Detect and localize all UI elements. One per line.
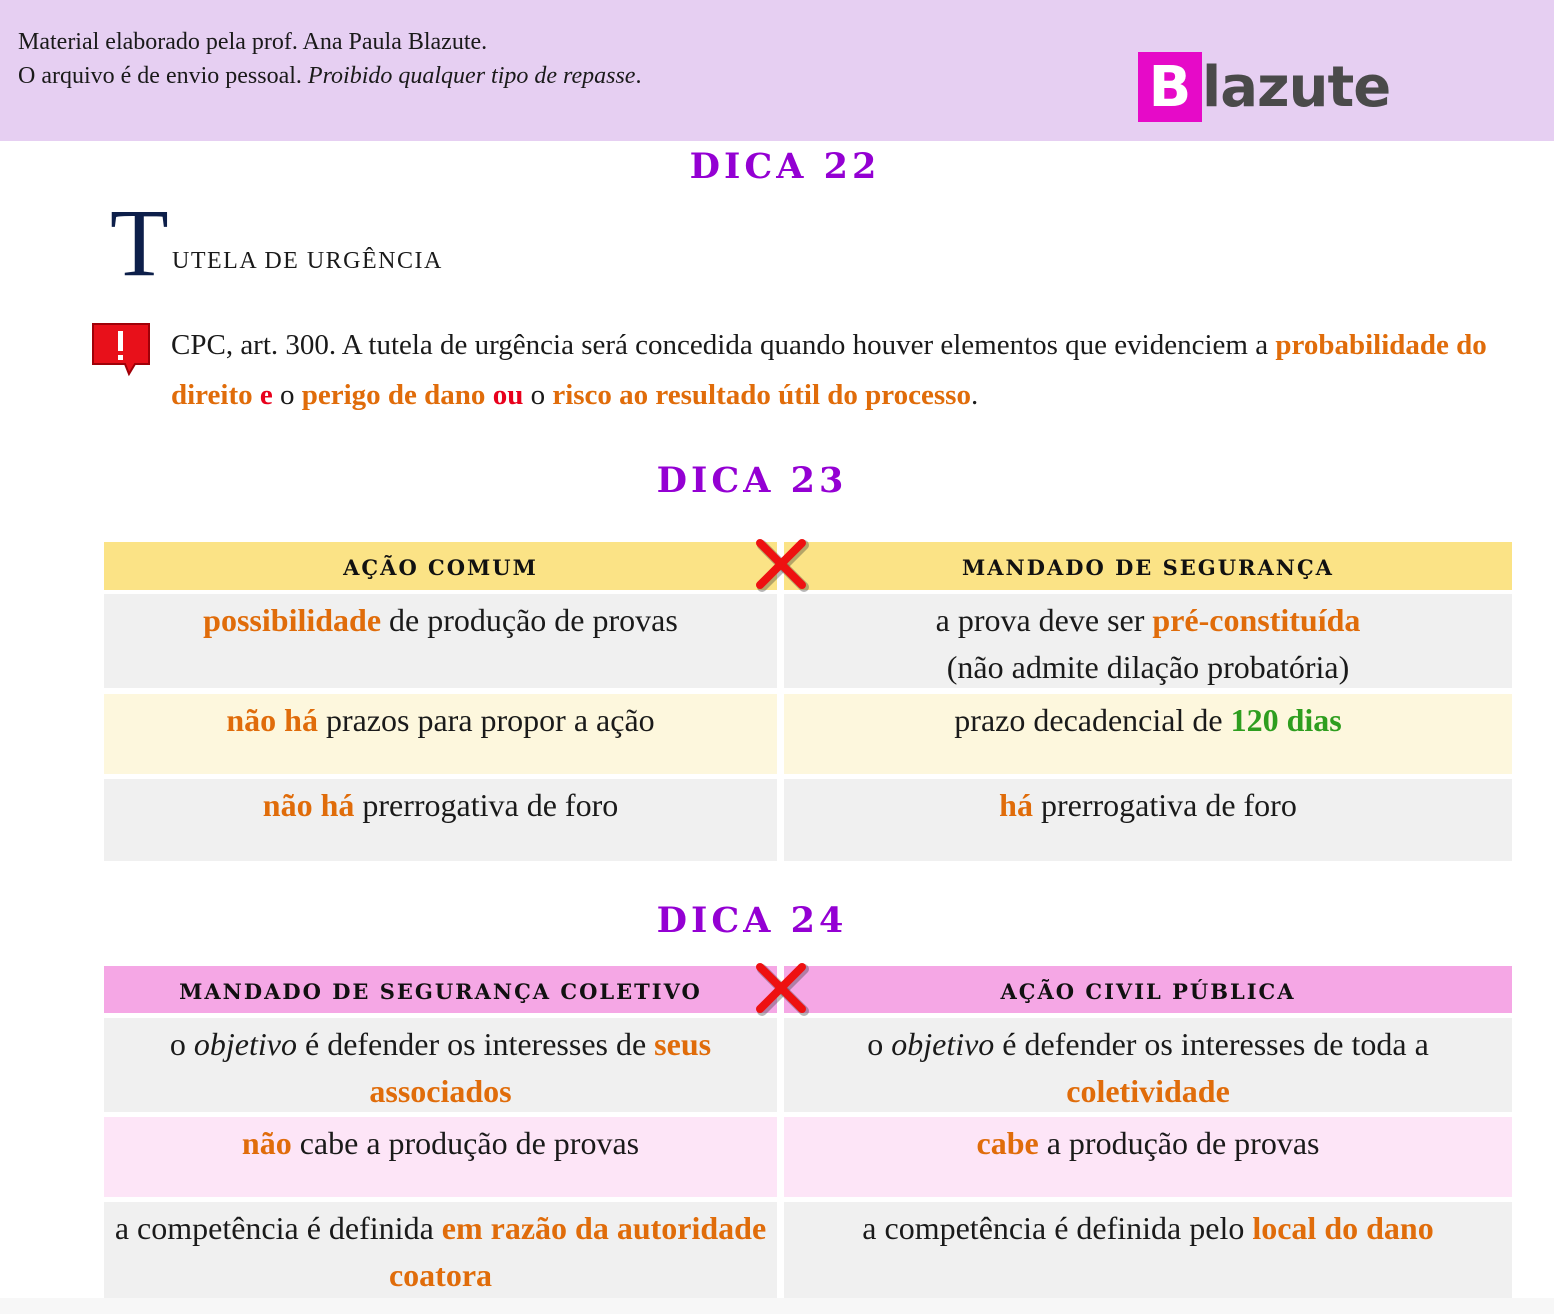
cell-text: a competência é definida pelo [862, 1210, 1253, 1246]
cell-highlight: possibilidade [203, 602, 382, 638]
table-cell [784, 1202, 1512, 1298]
table-row [104, 1018, 1512, 1112]
header-notice-italic: Proibido qualquer tipo de repasse [307, 63, 636, 89]
cell-highlight: local do dano [1252, 1210, 1434, 1246]
cell-highlight: não há [226, 702, 318, 738]
header-author-line: Material elaborado pela prof. Ana Paula Blazute. [18, 29, 488, 55]
cell-text: prazo decadencial de [954, 702, 1231, 738]
dica23-right-header: MANDADO DE SEGURANÇA [784, 542, 1512, 590]
table-row [104, 1202, 1512, 1298]
cell-text: prazos para propor a ação [317, 702, 655, 738]
conjunction-e: e [259, 379, 273, 411]
topic-drop-cap: T [110, 189, 169, 296]
header-banner [0, 0, 1554, 141]
cell-highlight: coletividade [1066, 1073, 1230, 1109]
versus-x-icon [752, 959, 810, 1017]
logo-wordmark: lazute [1202, 54, 1391, 120]
conjunction-ou: ou [492, 379, 524, 411]
cell-text: o [867, 1026, 892, 1062]
table-cell [104, 594, 777, 688]
header-notice-end: . [635, 63, 642, 89]
dica-23-title: DICA 23 [656, 460, 848, 501]
cell-text: é defender os interesses de [296, 1026, 655, 1062]
highlight-risco: risco ao resultado útil do processo [552, 379, 971, 411]
cell-text: a produção de provas [1038, 1125, 1320, 1161]
cell-text: prerrogativa de foro [1032, 787, 1297, 823]
table-cell [104, 1202, 777, 1298]
table-cell [104, 694, 777, 774]
cell-italic: objetivo [891, 1026, 995, 1062]
versus-x-icon [752, 535, 810, 593]
table-cell [104, 1018, 777, 1112]
dica24-left-header: MANDADO DE SEGURANÇA COLETIVO [104, 966, 777, 1013]
alert-icon [89, 320, 153, 380]
header-notice-line [18, 63, 641, 90]
cell-text: a prova deve ser [935, 602, 1153, 638]
highlight-probabilidade: probabilidade do direito [171, 329, 1487, 411]
dica23-left-header: AÇÃO COMUM [104, 542, 777, 590]
table-cell [784, 1117, 1512, 1197]
header-notice-text: O arquivo é de envio pessoal. [18, 63, 308, 89]
article-o-2: o [523, 379, 553, 411]
dica-22-title: DICA 22 [689, 146, 881, 187]
cpc-art-300-text [171, 320, 1501, 420]
dica24-right-header: AÇÃO CIVIL PÚBLICA [784, 966, 1512, 1013]
table-cell [784, 694, 1512, 774]
table-row [104, 594, 1512, 688]
logo-initial: B [1138, 52, 1202, 122]
table-cell [784, 594, 1512, 688]
cell-highlight: seus associados [369, 1026, 712, 1109]
cell-highlight: não há [262, 787, 355, 823]
article-o-1: o [272, 379, 302, 411]
dica-24-title: DICA 24 [656, 900, 848, 941]
cpc-intro: CPC, art. 300. A tutela de urgência será concedida quando houver elementos que evidenciem a [171, 329, 1276, 361]
topic-title: UTELA DE URGÊNCIA [172, 248, 443, 274]
table-cell [104, 779, 777, 861]
cell-text: é defender os interesses de toda a [994, 1026, 1429, 1062]
cell-text: a competência é definida [114, 1210, 442, 1246]
page-bottom-edge [0, 1298, 1554, 1314]
cell-highlight: cabe [976, 1125, 1039, 1161]
cell-highlight: há [999, 787, 1033, 823]
cell-text: cabe a produção de provas [291, 1125, 640, 1161]
table-row [104, 694, 1512, 774]
cell-highlight-green: 120 dias [1230, 702, 1342, 738]
cell-italic: objetivo [193, 1026, 297, 1062]
cell-text: o [169, 1026, 194, 1062]
cell-text: prerrogativa de foro [354, 787, 619, 823]
cell-highlight: não [241, 1125, 292, 1161]
table-row [104, 779, 1512, 861]
cpc-end: . [970, 379, 979, 411]
table-cell [104, 1117, 777, 1197]
cell-highlight: pré-constituída [1152, 602, 1361, 638]
highlight-perigo: perigo de dano [301, 379, 486, 411]
table-cell [784, 779, 1512, 861]
cell-text: de produção de provas [381, 602, 678, 638]
blazute-logo [1138, 52, 1390, 122]
table-cell [784, 1018, 1512, 1112]
table-row [104, 1117, 1512, 1197]
cell-highlight: em razão da autoridade coatora [388, 1210, 767, 1293]
cell-text-line2: (não admite dilação probatória) [946, 649, 1350, 685]
